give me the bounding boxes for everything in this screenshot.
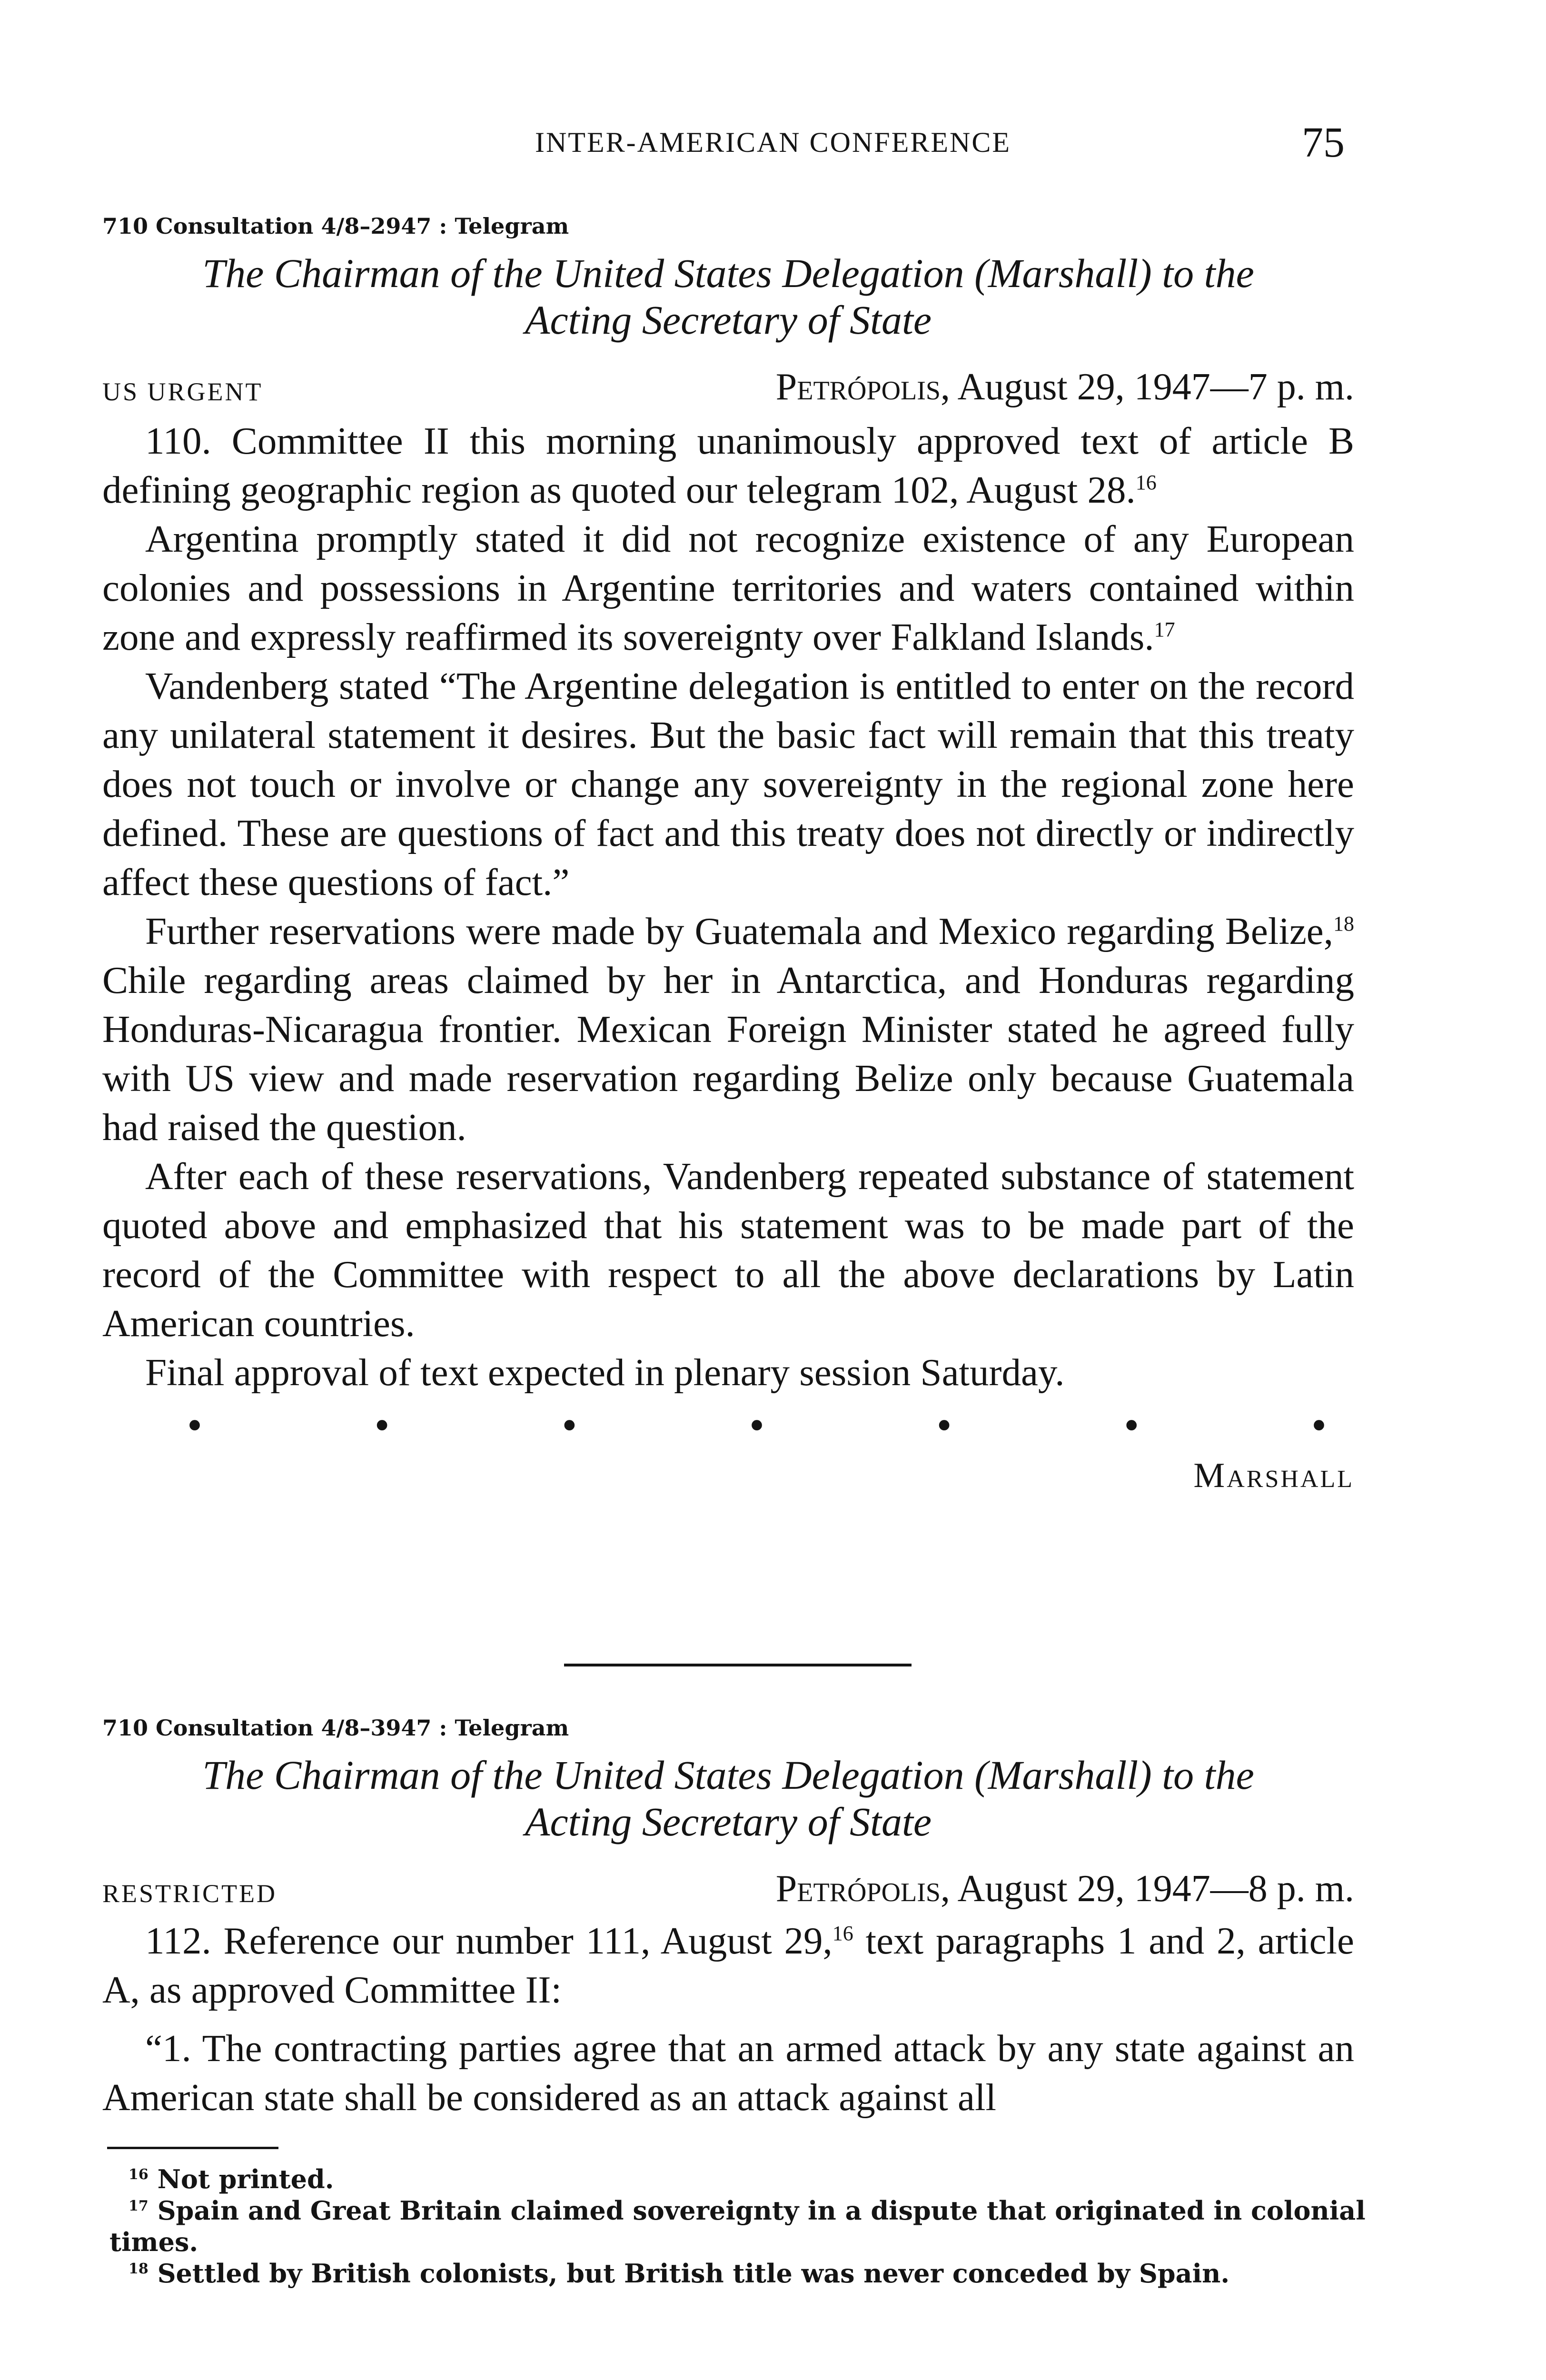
footnote-text: Not printed. bbox=[157, 2164, 334, 2194]
footnote-ref: 17 bbox=[1154, 618, 1175, 641]
footnote-text: Settled by British colonists, but British title was never conceded by Spain. bbox=[157, 2258, 1230, 2289]
footnote-mark: 18 bbox=[129, 2261, 149, 2277]
footnote-mark: 16 bbox=[129, 2166, 149, 2183]
footnote-text: Spain and Great Britain claimed sovereignty in a dispute that originated in colonial times. bbox=[109, 2195, 1366, 2257]
place-and-date bbox=[776, 363, 1354, 411]
file-reference: 710 Consultation 4/8–2947 : Telegram bbox=[102, 213, 569, 239]
title-line-2: Acting Secretary of State bbox=[525, 1799, 932, 1844]
paragraph bbox=[102, 1916, 1354, 2014]
telegram-110 bbox=[102, 212, 1354, 1502]
place-and-date bbox=[776, 1865, 1354, 1913]
footnote-ref: 16 bbox=[1135, 471, 1157, 494]
paragraph bbox=[102, 907, 1354, 1152]
dateline bbox=[102, 363, 1354, 411]
footnote bbox=[109, 2258, 1366, 2289]
running-title: INTER-AMERICAN CONFERENCE bbox=[535, 127, 1011, 158]
title-line-1: The Chairman of the United States Delegation (Marshall) to the bbox=[202, 1752, 1254, 1798]
paragraph: “1. The contracting parties agree that an armed attack by any state against an American state shall be considered as an attack against all bbox=[102, 2027, 1354, 2119]
paragraph bbox=[102, 515, 1354, 662]
classification: US URGENT bbox=[102, 377, 263, 406]
title-line-1: The Chairman of the United States Delegation (Marshall) to the bbox=[202, 250, 1254, 296]
footnote-rule bbox=[107, 2147, 278, 2149]
telegram-112 bbox=[102, 1714, 1354, 2122]
dateline bbox=[102, 1865, 1354, 1913]
paragraph-text: 110. Committee II this morning unanimously approved text of article B defining geographic region as quoted our telegram 102, August 28. bbox=[102, 419, 1354, 511]
classification: RESTRICTED bbox=[102, 1879, 277, 1908]
paragraph bbox=[102, 416, 1354, 515]
footnotes bbox=[109, 2163, 1366, 2289]
footnote bbox=[109, 2195, 1366, 2258]
page-number: 75 bbox=[1302, 119, 1345, 166]
date: , August 29, 1947—7 p. m. bbox=[941, 366, 1354, 408]
paragraph: Vandenberg stated “The Argentine delegation is entitled to enter on the record any unilateral statement it desires. But the basic fact will remain that this treaty does not touch or involve or change any sovereignty in the regional zone here defined. These are questions of fact and this treaty does not directly or indirectly affect these questions of fact.” bbox=[102, 664, 1354, 903]
file-reference: 710 Consultation 4/8–3947 : Telegram bbox=[102, 1715, 569, 1741]
date: , August 29, 1947—8 p. m. bbox=[941, 1868, 1354, 1910]
footnote-ref: 16 bbox=[832, 1922, 853, 1945]
section-divider bbox=[564, 1664, 912, 1666]
omission-dots: • • • • • • • bbox=[188, 1405, 1326, 1447]
footnote-ref: 18 bbox=[1333, 912, 1354, 935]
paragraph-text: Chile regarding areas claimed by her in Antarctica, and Honduras regarding Honduras-Nicaragua frontier. Mexican Foreign Minister stated he agreed fully with US view and made reservation regarding Belize only because Guatemala had raised the question. bbox=[102, 959, 1354, 1149]
title-line-2: Acting Secretary of State bbox=[525, 297, 932, 343]
signature: Marshall bbox=[1193, 1456, 1354, 1495]
paragraph-text: text paragraphs 1 and 2, article A, as approved Committee II: bbox=[102, 1919, 1354, 2011]
place: Petrópolis bbox=[775, 1868, 941, 1910]
place: Petrópolis bbox=[775, 366, 941, 408]
paragraph-text: Argentina promptly stated it did not recognize existence of any European colonies and possessions in Argentine territories and waters contained within zone and expressly reaffirmed its sovereignty over Falkland Islands. bbox=[102, 517, 1354, 658]
paragraph-text: 112. Reference our number 111, August 29, bbox=[145, 1919, 832, 1962]
paragraph: After each of these reservations, Vandenberg repeated substance of statement quoted above and emphasized that his statement was to be made part of the record of the Committee with respect to all the above declarations by Latin American countries. bbox=[102, 1155, 1354, 1345]
footnote-mark: 17 bbox=[129, 2198, 149, 2214]
document-title bbox=[102, 250, 1354, 343]
paragraph: Final approval of text expected in plenary session Saturday. bbox=[145, 1351, 1065, 1394]
document-title bbox=[102, 1752, 1354, 1845]
footnote bbox=[109, 2163, 1366, 2195]
paragraph-text: Further reservations were made by Guatemala and Mexico regarding Belize, bbox=[145, 910, 1333, 952]
